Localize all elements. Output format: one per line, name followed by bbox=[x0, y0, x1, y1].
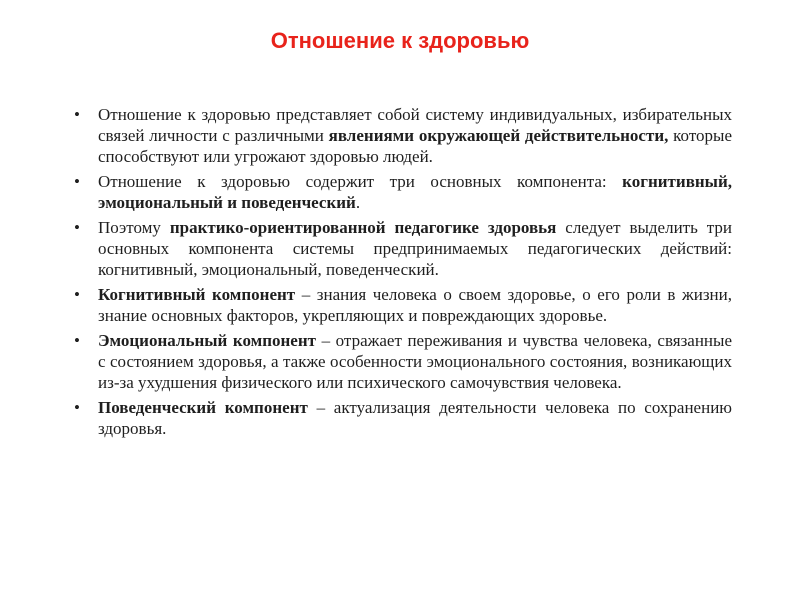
bullet-bold-text: когнитивный, эмоциональный и поведенческий bbox=[98, 172, 732, 212]
bullet-icon: • bbox=[74, 398, 80, 417]
bullet-bold-text: явлениями окружающей действительности, bbox=[328, 126, 669, 145]
bullet-item-cognitive bbox=[72, 284, 732, 326]
bullet-icon: • bbox=[74, 105, 80, 124]
bullet-item-pedagogy bbox=[72, 217, 732, 280]
bullet-text: Отношение к здоровью содержит три основных компонента: bbox=[98, 172, 623, 191]
bullet-item-three-components bbox=[72, 171, 732, 213]
bullet-text: Поэтому bbox=[98, 218, 170, 237]
bullet-icon: • bbox=[74, 331, 80, 350]
bullet-item-emotional bbox=[72, 330, 732, 393]
bullet-text: – актуализация деятельности человека по сохранению здоровья. bbox=[98, 398, 732, 438]
bullet-icon: • bbox=[74, 218, 80, 237]
bullet-item-relation-definition bbox=[72, 104, 732, 167]
bullet-text: следует выделить три основных компонента системы предпринимаемых педагогических действий: когнитивный, эмоциональный, поведенческий. bbox=[98, 218, 732, 279]
bullet-bold-text: Поведенческий компонент bbox=[98, 398, 308, 417]
slide-title: Отношение к здоровью bbox=[270, 28, 530, 53]
bullet-bold-text: Когнитивный компонент bbox=[98, 285, 296, 304]
bullet-text: . bbox=[355, 193, 361, 212]
bullet-text: Отношение к здоровью представляет собой систему индивидуальных, избирательных связей личности с различными bbox=[98, 105, 732, 145]
bullet-bold-text: Эмоциональный компонент bbox=[98, 331, 316, 350]
bullet-icon: • bbox=[74, 172, 80, 191]
bullet-text: которые способствуют или угрожают здоровью людей. bbox=[98, 126, 733, 166]
bullet-bold-text: практико-ориентированной педагогике здоровья bbox=[169, 218, 557, 237]
bullet-item-behavioral bbox=[72, 397, 732, 439]
bullet-text: – знания человека о своем здоровье, о его роли в жизни, знание основных факторов, укрепляющих и повреждающих здоровье. bbox=[98, 285, 732, 325]
bullet-icon: • bbox=[74, 285, 80, 304]
bullet-list bbox=[72, 104, 732, 443]
bullet-text: – отражает переживания и чувства человека, связанные с состоянием здоровья, а также особенности эмоционального состояния, возникающих из-за ухудшения физического или психического самочувствия человека. bbox=[98, 331, 732, 392]
